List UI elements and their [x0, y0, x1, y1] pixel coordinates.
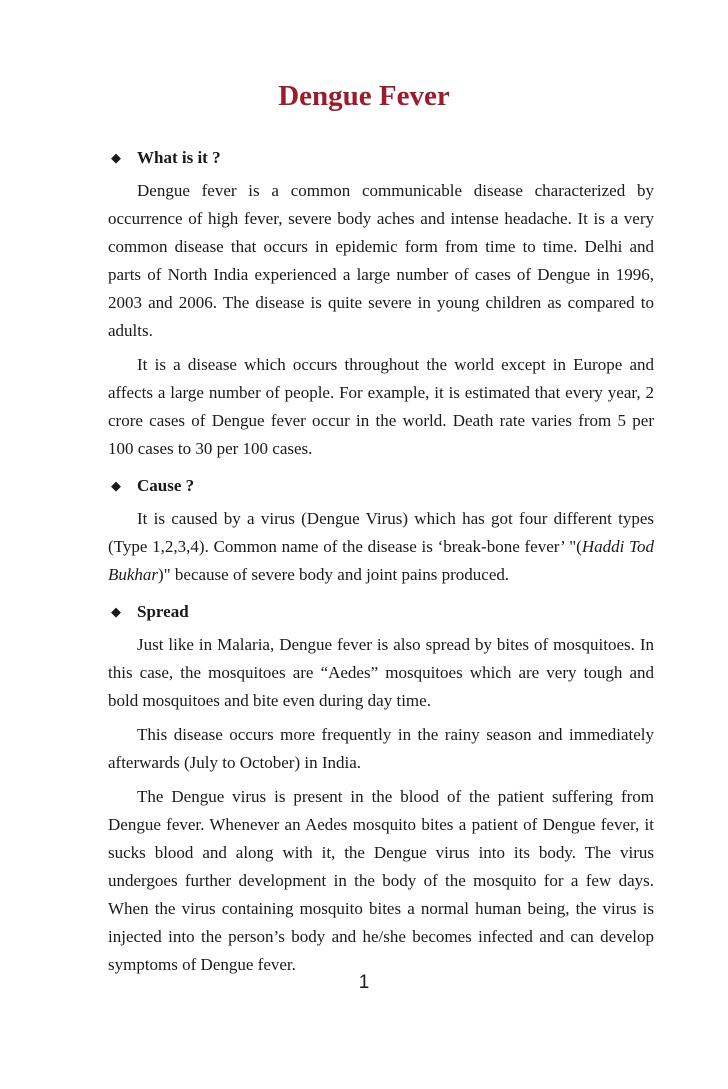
section-heading-cause	[108, 471, 654, 501]
italic-term: Haddi Tod Bukhar	[108, 537, 655, 584]
page-number: 1	[358, 972, 370, 993]
section-heading-spread	[108, 597, 654, 627]
document-body	[108, 143, 654, 985]
diamond-bullet-icon: ◆	[111, 478, 121, 493]
section-heading-label: Spread	[137, 602, 189, 621]
page-title: Dengue Fever	[278, 80, 450, 112]
section-heading-label: Cause ?	[137, 476, 195, 495]
section-heading-label: What is it ?	[137, 148, 221, 167]
paragraph: Just like in Malaria, Dengue fever is also spread by bites of mosquitoes. In this case, the mosquitoes are “Aedes” mosquitoes which are very tough and bold mosquitoes and bite even during day time.	[108, 635, 654, 710]
diamond-bullet-icon: ◆	[111, 604, 121, 619]
section-heading-what-is-it	[108, 143, 654, 173]
paragraph: The Dengue virus is present in the blood of the patient suffering from Dengue fever. Whenever an Aedes mosquito bites a patient of Dengue fever, it sucks blood and along with it, the Dengue virus into its body. The virus undergoes further development in the body of the mosquito for a few days. When the virus containing mosquito bites a normal human being, the virus is injected into the person’s body and he/she becomes infected and can develop symptoms of Dengue fever.	[108, 787, 654, 974]
paragraph: Dengue fever is a common communicable disease characterized by occurrence of high fever, severe body aches and intense headache. It is a very common disease that occurs in epidemic form from time to time. Delhi and parts of North India experienced a large number of cases of Dengue in 1996, 2003 and 2006. The disease is quite severe in young children as compared to adults.	[108, 181, 654, 340]
paragraph	[108, 505, 654, 589]
paragraph-text: It is caused by a virus (Dengue Virus) which has got four different types (Type 1,2,3,4). Common name of the disease is ‘break-bone fever’ "(	[108, 509, 654, 556]
diamond-bullet-icon: ◆	[111, 150, 121, 165]
paragraph-text: )" because of severe body and joint pains produced.	[158, 565, 510, 584]
paragraph: This disease occurs more frequently in the rainy season and immediately afterwards (July to October) in India.	[108, 725, 654, 772]
paragraph: It is a disease which occurs throughout the world except in Europe and affects a large number of people. For example, it is estimated that every year, 2 crore cases of Dengue fever occur in the world. Death rate varies from 5 per 100 cases to 30 per 100 cases.	[108, 355, 654, 458]
